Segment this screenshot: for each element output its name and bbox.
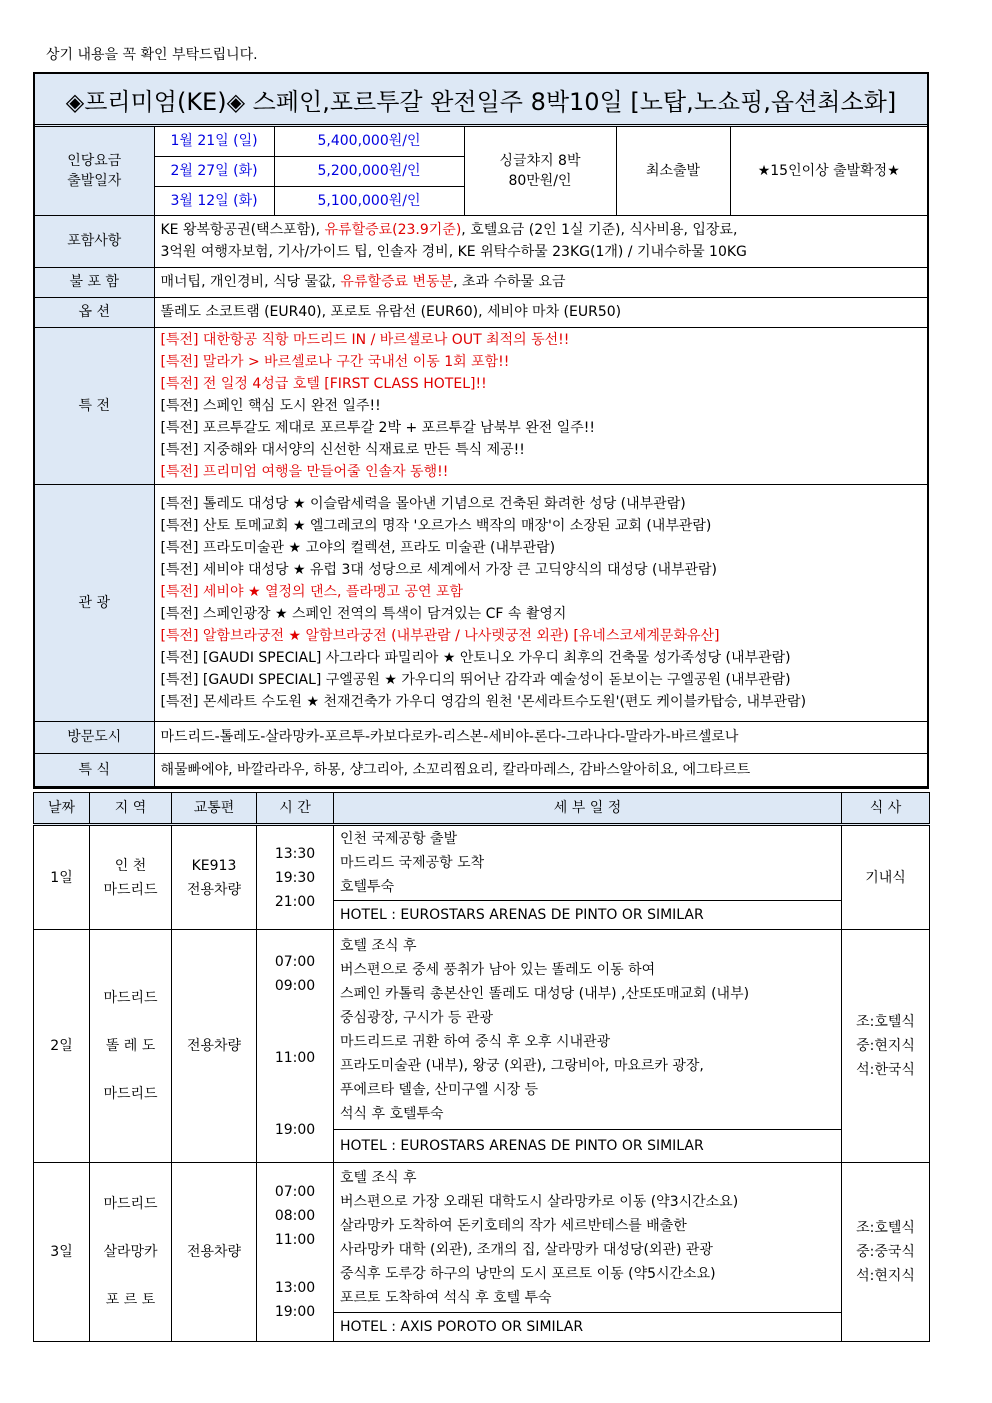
- included-text: KE 왕복항공권(택스포함), 유류할증료(23.9기준), 호텔요금 (2인 1실 기준), 식사비용, 입장료, 3억원 여행자보험, 기사/가이드 팁, 인솔자 경비, KE 위탁수하물 23KG(1개) / 기내수하물 10KG: [154, 215, 927, 267]
- special-item: [특전] 대한항공 직항 마드리드 IN / 바르셀로나 OUT 최적의 동선!!: [160, 331, 570, 348]
- time-cell: [257, 825, 334, 930]
- min-depart-value: ★15인이상 출발확정★: [730, 127, 927, 215]
- detail-line: 호텔 조식 후: [340, 1169, 417, 1186]
- detail-cell: [334, 1163, 842, 1313]
- cities-text: 마드리드-톨레도-살라망카-포르투-카보다로카-리스본-세비야-론다-그라나다-말라가-바르셀로나: [154, 721, 927, 753]
- min-depart-label: 최소출발: [616, 127, 730, 215]
- transport-name: 전용차량: [186, 1038, 242, 1054]
- area-name: 살라망카: [103, 1244, 158, 1260]
- header-detail: 세 부 일 정: [334, 793, 842, 825]
- sight-item: [특전] [GAUDI SPECIAL] 사그라다 파밀리아 ★ 안토니오 가우디 최후의 건축물 성가족성당 (내부관람): [160, 649, 791, 666]
- special-item: [특전] 포르투갈도 제대로 포르투갈 2박 + 포르투갈 남북부 완전 일주!!: [160, 419, 595, 436]
- meals-special-text: 해물빠에야, 바깔라라우, 하몽, 샹그리아, 소꼬리찜요리, 칼라마레스, 감바스알아히요, 에그타르트: [154, 753, 927, 786]
- page-title: ◈프리미엄(KE)◈ 스페인,포르투갈 완전일주 8박10일 [노탑,노쇼핑,옵션최소화]: [35, 74, 927, 127]
- detail-line: 석식 후 호텔투숙: [340, 1105, 444, 1122]
- sight-item: [특전] 산토 토메교회 ★ 엘그레코의 명작 '오르가스 백작의 매장'이 소장된 교회 (내부관람): [160, 517, 712, 534]
- options-label: 옵 션: [35, 297, 154, 327]
- time-cell: [257, 930, 334, 1163]
- area-name: 포 르 토: [105, 1292, 156, 1308]
- detail-line: 중심광장, 구시가 등 관광: [340, 1009, 494, 1026]
- meal-item: 중:현지식: [856, 1038, 915, 1054]
- area-name: 마드리드: [103, 881, 158, 898]
- area-name: 인 천: [114, 857, 147, 874]
- time-value: [263, 998, 327, 1022]
- meals-cell: [842, 1163, 930, 1342]
- area-cell: [90, 1163, 172, 1342]
- info-table: [35, 127, 927, 787]
- time-value: 19:00: [274, 1122, 316, 1138]
- hotel-info: HOTEL : EUROSTARS ARENAS DE PINTO OR SIMILAR: [334, 1130, 842, 1163]
- transport-cell: [172, 825, 257, 930]
- transport-name: KE913: [191, 857, 237, 874]
- area-cell: [90, 825, 172, 930]
- time-value: 13:30: [274, 845, 316, 862]
- excluded-label: 불 포 함: [35, 267, 154, 297]
- depart-date: 1월 21일 (일): [154, 127, 274, 156]
- hotel-info: HOTEL : EUROSTARS ARENAS DE PINTO OR SIMILAR: [334, 901, 842, 930]
- excluded-text: 매너팁, 개인경비, 식당 물값, 유류할증료 변동분, 초과 수하물 요금: [154, 267, 927, 297]
- meal-item: 기내식: [865, 869, 906, 886]
- depart-price: 5,100,000원/인: [274, 186, 464, 215]
- cities-label: 방문도시: [35, 721, 154, 753]
- transport-cell: [172, 1163, 257, 1342]
- sight-item: [특전] 몬세라트 수도원 ★ 천재건축가 가우디 영감의 원천 '몬세라트수도원'(편도 케이블카탑승, 내부관람): [160, 693, 807, 710]
- area-name: 마드리드: [103, 990, 158, 1006]
- schedule-table: [33, 792, 930, 1342]
- meal-item: 중:중국식: [856, 1244, 915, 1260]
- area-cell: [90, 930, 172, 1163]
- depart-price: 5,400,000원/인: [274, 127, 464, 156]
- sights-list: [154, 484, 927, 721]
- time-value: [263, 1252, 327, 1276]
- day-label: 1일: [34, 825, 90, 930]
- detail-line: 호텔투숙: [340, 879, 395, 895]
- time-value: 19:30: [274, 869, 316, 886]
- special-item: [특전] 스페인 핵심 도시 완전 일주!!: [160, 397, 381, 414]
- depart-date: 3월 12일 (화): [154, 186, 274, 215]
- schedule-row: [34, 930, 930, 1130]
- meal-item: 조:호텔식: [856, 1220, 915, 1236]
- time-value: 07:00: [274, 954, 316, 970]
- time-value: [263, 1094, 327, 1118]
- schedule-row: [34, 1163, 930, 1313]
- detail-line: 사라망카 대학 (외관), 조개의 집, 살라망카 대성당(외관) 관광: [340, 1241, 713, 1258]
- detail-cell: [334, 825, 842, 901]
- detail-line: 포르토 도착하여 석식 후 호텔 투숙: [340, 1289, 552, 1306]
- detail-line: 마드리드로 귀환 하여 중식 후 오후 시내관광: [340, 1033, 611, 1050]
- sight-item: [특전] 알함브라궁전 ★ 알함브라궁전 (내부관람 / 나사렛궁전 외관) [유네스코세계문화유산]: [160, 627, 720, 644]
- sight-item: [특전] 세비야 대성당 ★ 유럽 3대 성당으로 세계에서 가장 큰 고딕양식의 대성당 (내부관람): [160, 561, 718, 578]
- time-value: 11:00: [274, 1050, 316, 1066]
- time-value: 11:00: [274, 1232, 316, 1248]
- included-label: 포함사항: [35, 215, 154, 267]
- detail-line: 버스편으로 가장 오래된 대학도시 살라망카로 이동 (약3시간소요): [340, 1193, 739, 1210]
- sight-item: [특전] 스페인광장 ★ 스페인 전역의 특색이 담겨있는 CF 속 촬영지: [160, 605, 567, 622]
- special-item: [특전] 지중해와 대서양의 신선한 식재료로 만든 특식 제공!!: [160, 441, 525, 458]
- meal-item: 석:한국식: [856, 1062, 915, 1078]
- detail-line: 프라도미술관 (내부), 왕궁 (외관), 그랑비아, 마요르카 광장,: [340, 1057, 704, 1074]
- time-value: [263, 1070, 327, 1094]
- detail-line: 마드리드 국제공항 도착: [340, 855, 485, 871]
- notice-text: 상기 내용을 꼭 확인 부탁드립니다.: [46, 47, 258, 63]
- meal-item: 석:현지식: [856, 1268, 915, 1284]
- tour-summary: [33, 72, 929, 789]
- meal-item: 조:호텔식: [856, 1014, 915, 1030]
- detail-line: 버스편으로 중세 풍취가 남아 있는 똘레도 이동 하여: [340, 961, 656, 978]
- day-label: 3일: [34, 1163, 90, 1342]
- header-area: 지 역: [90, 793, 172, 825]
- depart-date: 2월 27일 (화): [154, 156, 274, 186]
- detail-line: 중식후 도루강 하구의 낭만의 도시 포르토 이동 (약5시간소요): [340, 1265, 716, 1282]
- hotel-info: HOTEL : AXIS POROTO OR SIMILAR: [334, 1313, 842, 1342]
- sight-item: [특전] 세비야 ★ 열정의 댄스, 플라멩고 공연 포함: [160, 583, 464, 600]
- detail-line: 살라망카 도착하여 돈키호테의 작가 세르반테스를 배출한: [340, 1217, 687, 1234]
- special-item: [특전] 프리미엄 여행을 만들어줄 인솔자 동행!!: [160, 463, 449, 480]
- pricing-label: 인당요금 출발일자: [35, 127, 154, 215]
- time-value: 09:00: [274, 978, 316, 994]
- area-name: 마드리드: [103, 1086, 158, 1102]
- detail-line: 호텔 조식 후: [340, 937, 417, 954]
- options-text: 똘레도 소코트램 (EUR40), 포로토 유람선 (EUR60), 세비야 마차 (EUR50): [154, 297, 927, 327]
- sight-item: [특전] 프라도미술관 ★ 고야의 컬렉션, 프라도 미술관 (내부관람): [160, 539, 556, 556]
- area-name: 마드리드: [103, 1196, 158, 1212]
- detail-line: 인천 국제공항 출발: [340, 831, 458, 847]
- sight-item: [특전] [GAUDI SPECIAL] 구엘공원 ★ 가우디의 뛰어난 감각과 예술성이 돋보이는 구엘공원 (내부관람): [160, 671, 791, 688]
- time-value: 21:00: [274, 893, 316, 910]
- sights-label: 관 광: [35, 484, 154, 721]
- meals-cell: [842, 825, 930, 930]
- schedule-row: [34, 825, 930, 901]
- header-date: 날짜: [34, 793, 90, 825]
- detail-cell: [334, 930, 842, 1130]
- special-label: 특 전: [35, 327, 154, 484]
- meals-cell: [842, 930, 930, 1163]
- header-transport: 교통편: [172, 793, 257, 825]
- time-value: 13:00: [274, 1280, 316, 1296]
- day-label: 2일: [34, 930, 90, 1163]
- special-list: [154, 327, 927, 484]
- depart-price: 5,200,000원/인: [274, 156, 464, 186]
- time-value: [263, 1022, 327, 1046]
- transport-cell: [172, 930, 257, 1163]
- time-value: 19:00: [274, 1304, 316, 1320]
- special-item: [특전] 전 일정 4성급 호텔 [FIRST CLASS HOTEL]!!: [160, 375, 487, 392]
- detail-line: 푸에르타 델솔, 산미구엘 시장 등: [340, 1081, 539, 1098]
- special-item: [특전] 말라가 > 바르셀로나 구간 국내선 이동 1회 포함!!: [160, 353, 510, 370]
- transport-name: 전용차량: [186, 881, 242, 898]
- transport-name: 전용차량: [186, 1244, 242, 1260]
- header-meals: 식 사: [842, 793, 930, 825]
- detail-line: 스페인 카톨릭 총본산인 똘레도 대성당 (내부) ,산또또매교회 (내부): [340, 985, 750, 1002]
- time-value: 07:00: [274, 1184, 316, 1200]
- header-time: 시 간: [257, 793, 334, 825]
- sight-item: [특전] 톨레도 대성당 ★ 이슬람세력을 몰아낸 기념으로 건축된 화려한 성당 (내부관람): [160, 495, 686, 512]
- time-cell: [257, 1163, 334, 1342]
- time-value: 08:00: [274, 1208, 316, 1224]
- meals-special-label: 특 식: [35, 753, 154, 786]
- single-charge: 싱글챠지 8박 80만원/인: [464, 127, 616, 215]
- area-name: 똘 레 도: [105, 1038, 156, 1054]
